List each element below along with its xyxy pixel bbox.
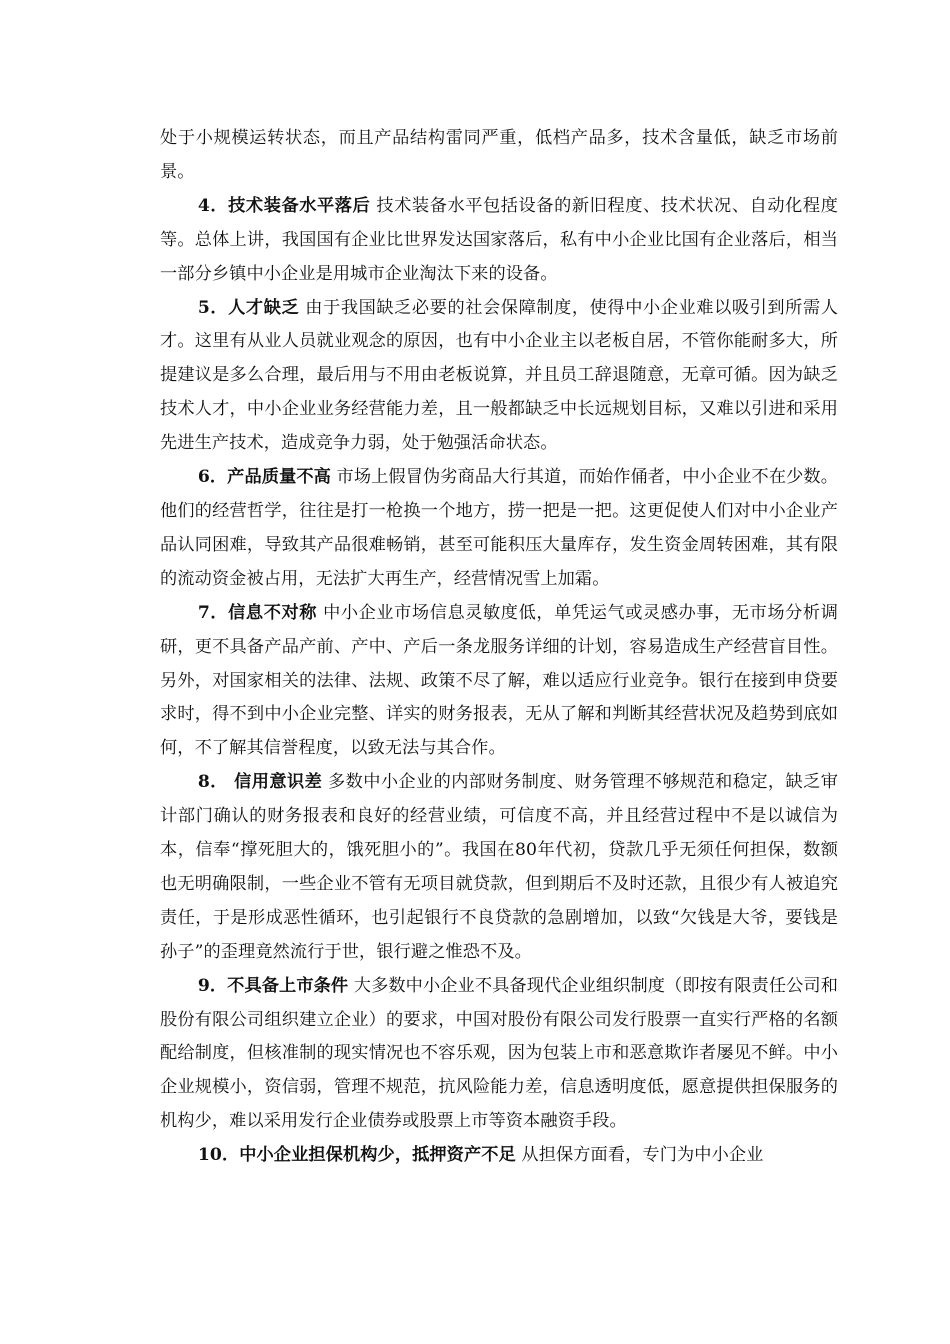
paragraph-text: 技术装备水平包括设备的新旧程度、技术状况、自动化程度等。总体上讲，我国国有企业比世界发达国家落后，私有中小企业比国有企业落后，相当一部分乡镇中小企业是用城市企业淘汰下来的设备。 [160, 195, 838, 284]
paragraph-heading: 10．中小企业担保机构少，抵押资产不足 [197, 1145, 516, 1166]
paragraph-heading: 9．不具备上市条件 [197, 975, 349, 996]
paragraph-text: 中小企业市场信息灵敏度低，单凭运气或灵感办事，无市场分析调研，更不具备产品产前、产中、产后一条龙服务详细的计划，容易造成生产经营盲目性。另外，对国家相关的法律、法规、政策不尽了解，难以适应行业竞争。银行在接到申贷要求时，得不到中小企业完整、详实的财务报表，无从了解和判断其经营状况及趋势到底如何，不了解其信誉程度，以致无法与其合作。 [160, 602, 838, 759]
paragraph-credit-awareness [160, 766, 838, 969]
paragraph-text: 市场上假冒伪劣商品大行其道，而始作俑者，中小企业不在少数。他们的经营哲学，往往是打一枪换一个地方，捞一把是一把。这更促使人们对中小企业产品认同困难，导致其产品很难畅销，甚至可能积压大量库存，发生资金周转困难，其有限的流动资金被占用，无法扩大再生产，经营情况雪上加霜。 [160, 467, 839, 589]
paragraph-talent-shortage [160, 292, 838, 462]
paragraph-listing-conditions [160, 970, 838, 1140]
paragraph-heading: 6．产品质量不高 [197, 467, 331, 488]
paragraph-text: 由于我国缺乏必要的社会保障制度，使得中小企业难以吸引到所需人才。这里有从业人员就业观念的原因，也有中小企业主以老板自居，不管你能耐多大，所提建议是多么合理，最后用与不用由老板说算，并且员工辞退随意，无章可循。因为缺乏技术人才，中小企业业务经营能力差，且一般都缺乏中长远规划目标，又难以引进和采用先进生产技术，造成竞争力弱，处于勉强活命状态。 [160, 297, 838, 454]
paragraph-heading: 8． 信用意识差 [197, 772, 323, 793]
paragraph-text: 大多数中小企业不具备现代企业组织制度（即按有限责任公司和股份有限公司组织建立企业）的要求，中国对股份有限公司发行股票一直实行严格的名额配给制度，但核准制的现实情况也不容乐观，因为包装上市和恶意欺诈者屡见不鲜。中小企业规模小，资信弱，管理不规范，抗风险能力差，信息透明度低，愿意提供担保服务的机构少，难以采用发行企业债券或股票上市等资本融资手段。 [160, 975, 838, 1132]
paragraph-technical-equipment [160, 190, 838, 292]
paragraph-product-quality [160, 461, 838, 597]
paragraph-text: 处于小规模运转状态，而且产品结构雷同严重，低档产品多，技术含量低，缺乏市场前景。 [160, 128, 838, 182]
paragraph-heading: 7．信息不对称 [197, 602, 318, 623]
paragraph-guarantee-institutions [160, 1139, 838, 1173]
paragraph-heading: 4．技术装备水平落后 [197, 195, 371, 216]
paragraph-heading: 5．人才缺乏 [197, 297, 300, 318]
paragraph-text: 多数中小企业的内部财务制度、财务管理不够规范和稳定，缺乏审计部门确认的财务报表和良好的经营业绩，可信度不高，并且经营过程中不是以诚信为本，信奉“撑死胆大的，饿死胆小的”。我国在80年代初，贷款几乎无须任何担保，数额也无明确限制，一些企业不管有无项目就贷款，但到期后不及时还款，且很少有人被追究责任，于是形成恶性循环，也引起银行不良贷款的急剧增加，以致“欠钱是大爷，要钱是孙子”的歪理竟然流行于世，银行避之惟恐不及。 [160, 772, 839, 962]
paragraph-information-asymmetry [160, 597, 838, 767]
paragraph-text: 从担保方面看，专门为中小企业 [515, 1145, 764, 1166]
document-page [160, 122, 838, 1173]
paragraph-continuation [160, 122, 838, 190]
